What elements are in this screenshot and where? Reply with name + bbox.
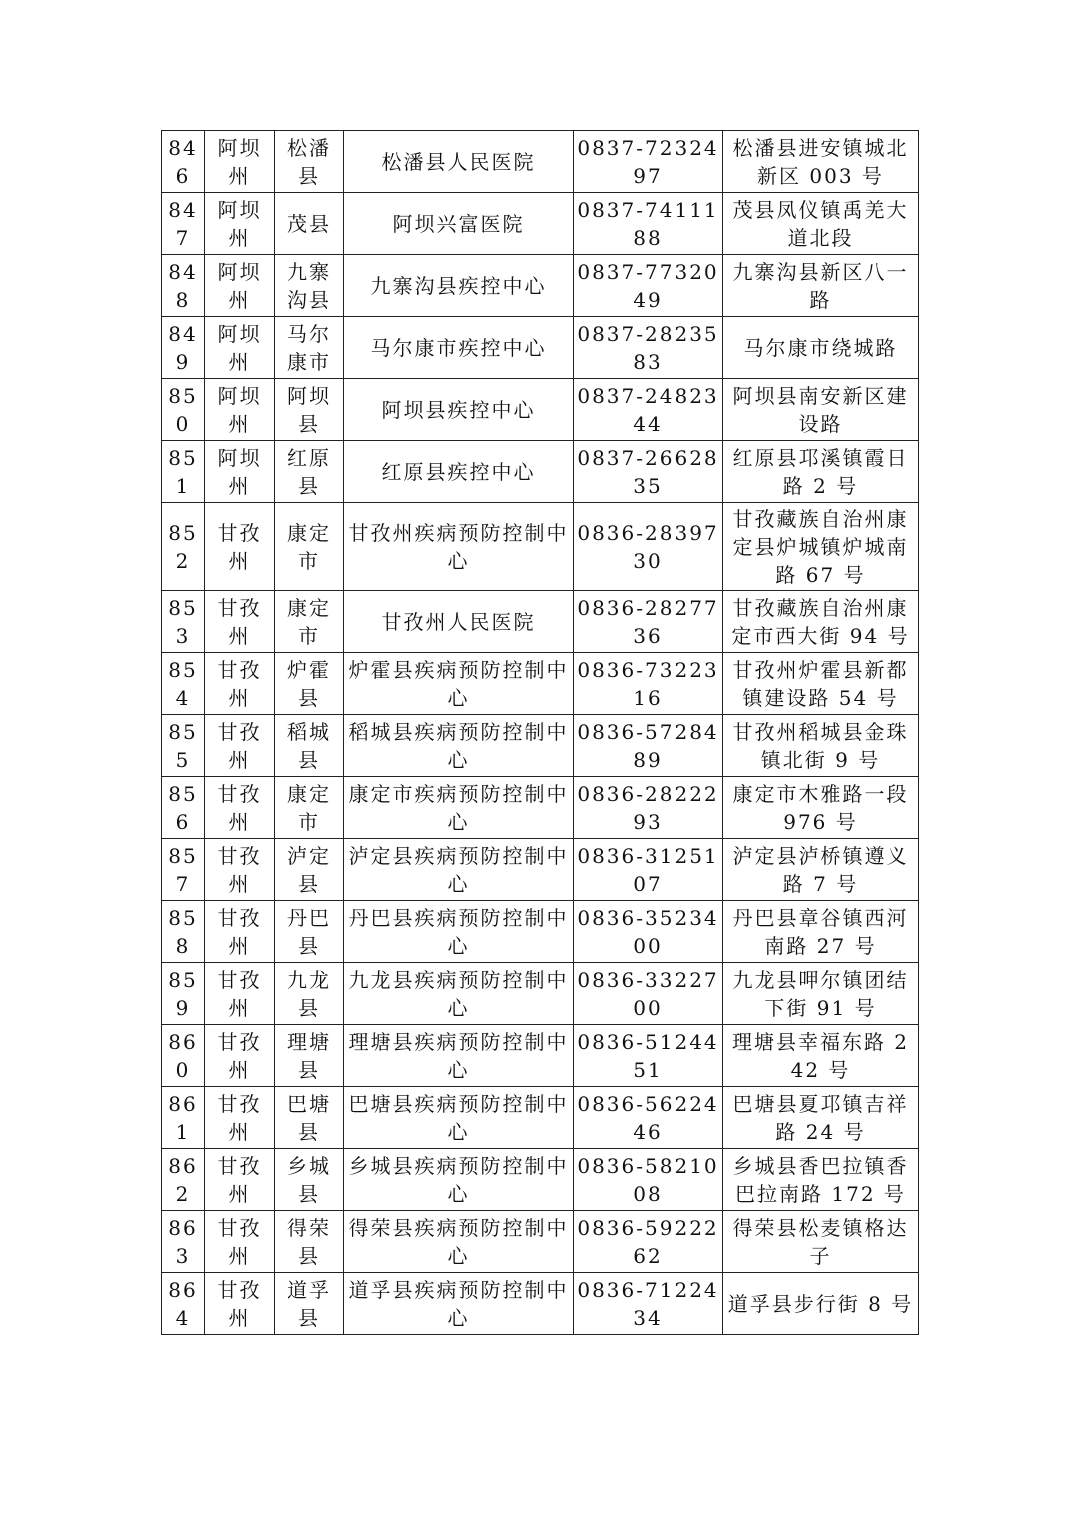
row-number: 858	[162, 901, 205, 963]
prefecture-cell: 阿坝州	[205, 379, 275, 441]
row-number: 846	[162, 131, 205, 193]
table-row	[162, 441, 919, 503]
phone-cell: 0837-7232497	[574, 131, 723, 193]
prefecture-cell: 甘孜州	[205, 1025, 275, 1087]
table-row	[162, 1149, 919, 1211]
institution-cell: 康定市疾病预防控制中心	[344, 777, 574, 839]
phone-cell: 0836-2839730	[574, 503, 723, 591]
phone-cell: 0836-5821008	[574, 1149, 723, 1211]
table-row	[162, 379, 919, 441]
phone-cell: 0836-2822293	[574, 777, 723, 839]
table-row	[162, 1087, 919, 1149]
county-cell: 康定市	[275, 503, 344, 591]
row-number: 855	[162, 715, 205, 777]
phone-cell: 0836-2827736	[574, 591, 723, 653]
address-cell: 道孚县步行街 8 号	[723, 1273, 919, 1335]
table-row	[162, 591, 919, 653]
prefecture-cell: 甘孜州	[205, 715, 275, 777]
phone-cell: 0836-7122434	[574, 1273, 723, 1335]
prefecture-cell: 甘孜州	[205, 1211, 275, 1273]
institution-cell: 丹巴县疾病预防控制中心	[344, 901, 574, 963]
table-row	[162, 255, 919, 317]
prefecture-cell: 甘孜州	[205, 1273, 275, 1335]
row-number: 861	[162, 1087, 205, 1149]
row-number: 852	[162, 503, 205, 591]
address-cell: 马尔康市绕城路	[723, 317, 919, 379]
institution-cell: 九寨沟县疾控中心	[344, 255, 574, 317]
phone-cell: 0837-7732049	[574, 255, 723, 317]
table-row	[162, 503, 919, 591]
address-cell: 巴塘县夏邛镇吉祥路 24 号	[723, 1087, 919, 1149]
county-cell: 康定市	[275, 591, 344, 653]
county-cell: 阿坝县	[275, 379, 344, 441]
county-cell: 康定市	[275, 777, 344, 839]
county-cell: 稻城县	[275, 715, 344, 777]
phone-cell: 0837-2662835	[574, 441, 723, 503]
row-number: 859	[162, 963, 205, 1025]
institution-cell: 得荣县疾病预防控制中心	[344, 1211, 574, 1273]
prefecture-cell: 阿坝州	[205, 441, 275, 503]
row-number: 849	[162, 317, 205, 379]
table-body	[162, 131, 919, 1335]
table-row	[162, 1025, 919, 1087]
county-cell: 道孚县	[275, 1273, 344, 1335]
institution-cell: 乡城县疾病预防控制中心	[344, 1149, 574, 1211]
address-cell: 甘孜藏族自治州康定县炉城镇炉城南路 67 号	[723, 503, 919, 591]
table-row	[162, 715, 919, 777]
table-row	[162, 193, 919, 255]
county-cell: 茂县	[275, 193, 344, 255]
county-cell: 松潘县	[275, 131, 344, 193]
sampling-sites-table	[161, 130, 919, 1335]
row-number: 854	[162, 653, 205, 715]
row-number: 851	[162, 441, 205, 503]
phone-cell: 0837-7411188	[574, 193, 723, 255]
institution-cell: 甘孜州人民医院	[344, 591, 574, 653]
prefecture-cell: 甘孜州	[205, 901, 275, 963]
row-number: 857	[162, 839, 205, 901]
phone-cell: 0836-3125107	[574, 839, 723, 901]
address-cell: 甘孜藏族自治州康定市西大街 94 号	[723, 591, 919, 653]
institution-cell: 理塘县疾病预防控制中心	[344, 1025, 574, 1087]
institution-cell: 道孚县疾病预防控制中心	[344, 1273, 574, 1335]
address-cell: 甘孜州稻城县金珠镇北街 9 号	[723, 715, 919, 777]
county-cell: 理塘县	[275, 1025, 344, 1087]
row-number: 864	[162, 1273, 205, 1335]
prefecture-cell: 阿坝州	[205, 193, 275, 255]
prefecture-cell: 甘孜州	[205, 503, 275, 591]
table-row	[162, 653, 919, 715]
prefecture-cell: 阿坝州	[205, 131, 275, 193]
address-cell: 得荣县松麦镇格达子	[723, 1211, 919, 1273]
row-number: 860	[162, 1025, 205, 1087]
row-number: 847	[162, 193, 205, 255]
institution-cell: 马尔康市疾控中心	[344, 317, 574, 379]
county-cell: 炉霍县	[275, 653, 344, 715]
institution-cell: 泸定县疾病预防控制中心	[344, 839, 574, 901]
phone-cell: 0836-5124451	[574, 1025, 723, 1087]
row-number: 853	[162, 591, 205, 653]
address-cell: 九寨沟县新区八一路	[723, 255, 919, 317]
county-cell: 丹巴县	[275, 901, 344, 963]
table-row	[162, 131, 919, 193]
phone-cell: 0837-2823583	[574, 317, 723, 379]
address-cell: 理塘县幸福东路 242 号	[723, 1025, 919, 1087]
address-cell: 阿坝县南安新区建设路	[723, 379, 919, 441]
address-cell: 九龙县呷尔镇团结下街 91 号	[723, 963, 919, 1025]
table-row	[162, 963, 919, 1025]
phone-cell: 0836-7322316	[574, 653, 723, 715]
institution-cell: 九龙县疾病预防控制中心	[344, 963, 574, 1025]
row-number: 850	[162, 379, 205, 441]
institution-cell: 阿坝兴富医院	[344, 193, 574, 255]
prefecture-cell: 甘孜州	[205, 839, 275, 901]
phone-cell: 0836-5728489	[574, 715, 723, 777]
address-cell: 红原县邛溪镇霞日路 2 号	[723, 441, 919, 503]
county-cell: 红原县	[275, 441, 344, 503]
row-number: 863	[162, 1211, 205, 1273]
prefecture-cell: 甘孜州	[205, 777, 275, 839]
address-cell: 丹巴县章谷镇西河南路 27 号	[723, 901, 919, 963]
address-cell: 松潘县进安镇城北新区 003 号	[723, 131, 919, 193]
county-cell: 马尔康市	[275, 317, 344, 379]
address-cell: 乡城县香巴拉镇香巴拉南路 172 号	[723, 1149, 919, 1211]
phone-cell: 0836-5622446	[574, 1087, 723, 1149]
prefecture-cell: 甘孜州	[205, 653, 275, 715]
phone-cell: 0836-3523400	[574, 901, 723, 963]
table-row	[162, 901, 919, 963]
phone-cell: 0836-3322700	[574, 963, 723, 1025]
institution-cell: 稻城县疾病预防控制中心	[344, 715, 574, 777]
prefecture-cell: 甘孜州	[205, 591, 275, 653]
row-number: 856	[162, 777, 205, 839]
prefecture-cell: 阿坝州	[205, 255, 275, 317]
prefecture-cell: 甘孜州	[205, 963, 275, 1025]
institution-cell: 甘孜州疾病预防控制中心	[344, 503, 574, 591]
institution-cell: 红原县疾控中心	[344, 441, 574, 503]
table-row	[162, 777, 919, 839]
prefecture-cell: 甘孜州	[205, 1149, 275, 1211]
address-cell: 泸定县泸桥镇遵义路 7 号	[723, 839, 919, 901]
table-row	[162, 1273, 919, 1335]
prefecture-cell: 阿坝州	[205, 317, 275, 379]
address-cell: 甘孜州炉霍县新都镇建设路 54 号	[723, 653, 919, 715]
county-cell: 乡城县	[275, 1149, 344, 1211]
county-cell: 泸定县	[275, 839, 344, 901]
institution-cell: 巴塘县疾病预防控制中心	[344, 1087, 574, 1149]
county-cell: 巴塘县	[275, 1087, 344, 1149]
phone-cell: 0837-2482344	[574, 379, 723, 441]
county-cell: 九寨沟县	[275, 255, 344, 317]
county-cell: 得荣县	[275, 1211, 344, 1273]
phone-cell: 0836-5922262	[574, 1211, 723, 1273]
institution-cell: 阿坝县疾控中心	[344, 379, 574, 441]
address-cell: 康定市木雅路一段 976 号	[723, 777, 919, 839]
county-cell: 九龙县	[275, 963, 344, 1025]
table-row	[162, 1211, 919, 1273]
address-cell: 茂县凤仪镇禹羌大道北段	[723, 193, 919, 255]
institution-cell: 松潘县人民医院	[344, 131, 574, 193]
table-row	[162, 317, 919, 379]
row-number: 862	[162, 1149, 205, 1211]
prefecture-cell: 甘孜州	[205, 1087, 275, 1149]
table-row	[162, 839, 919, 901]
row-number: 848	[162, 255, 205, 317]
institution-cell: 炉霍县疾病预防控制中心	[344, 653, 574, 715]
